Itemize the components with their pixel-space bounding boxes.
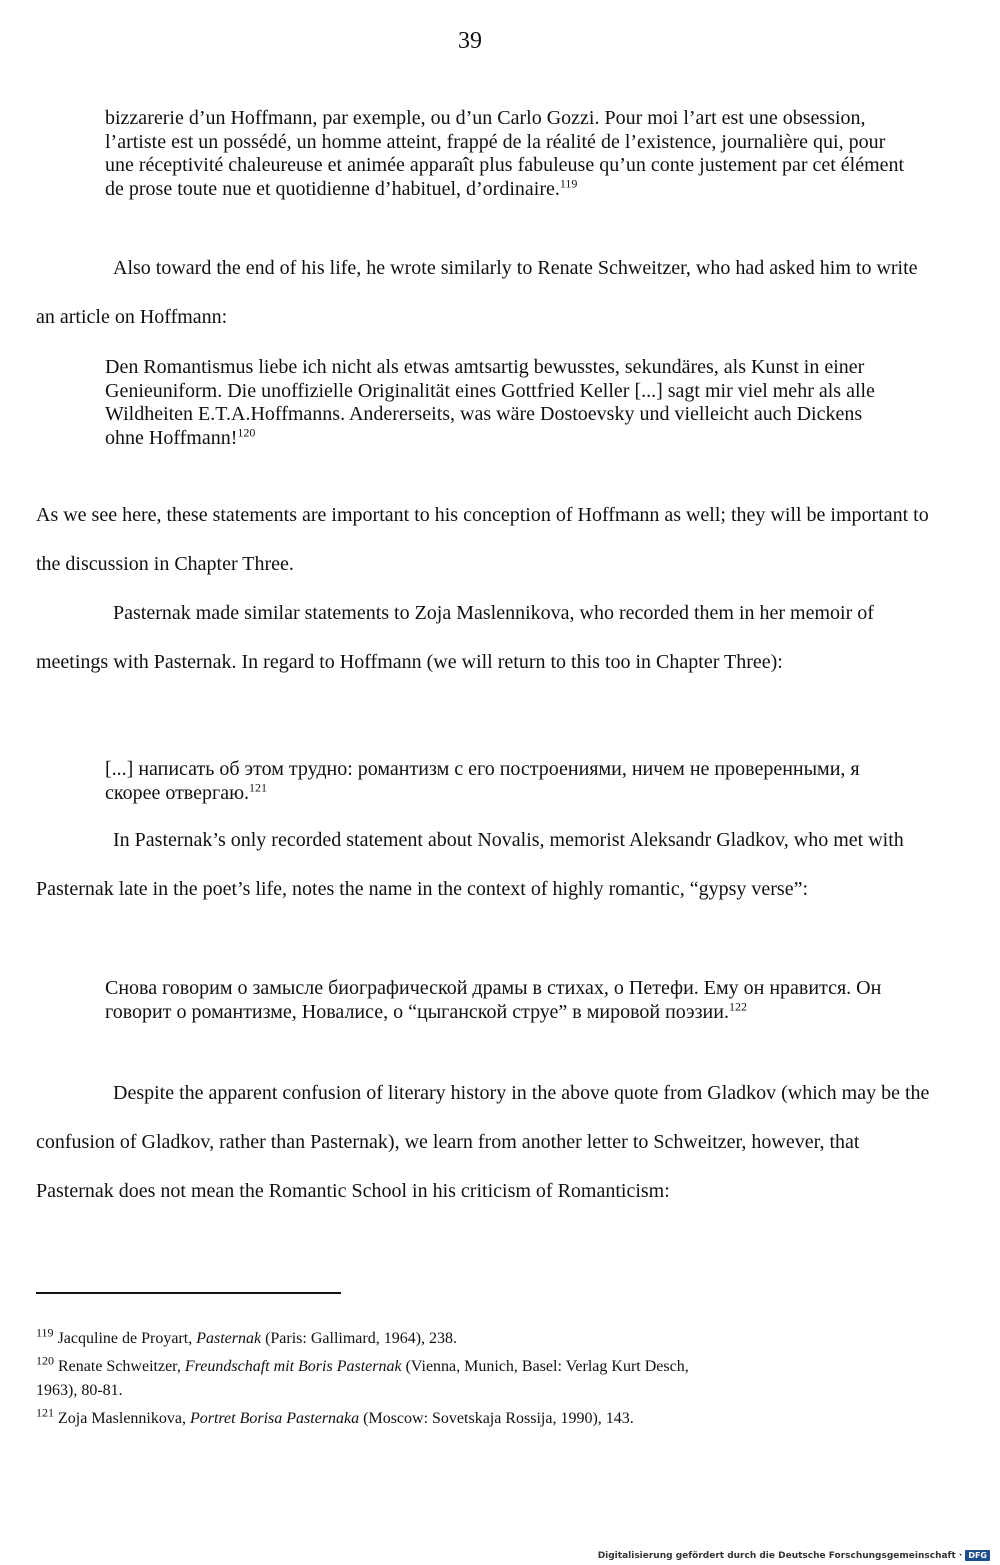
footnote-number: 119 [36,1325,54,1340]
footnote-120-continued [36,1380,936,1401]
block-quote-german [105,356,905,450]
block-quote-russian-2 [105,977,905,1024]
footnote-author: Renate Schweitzer, [58,1358,185,1375]
footnote-ref[interactable]: 120 [237,424,256,439]
block-quote-russian-1 [105,758,905,805]
footnote-number: 121 [36,1405,54,1420]
footnote-121 [36,1405,936,1429]
quote-text: [...] написать об этом трудно: романтизм с его построениями, ничем не проверенными, я скорее отвергаю. [105,758,860,804]
footnote-title: Pasternak [196,1330,262,1347]
page-number: 39 [458,28,482,54]
footnote-publication: (Paris: Gallimard, 1964), 238. [261,1330,458,1347]
paragraph-gladkov: Despite the apparent confusion of literary history in the above quote from Gladkov (which may be the confusion of Gladkov, rather than Pasternak), we learn from another letter to Schweitzer, however, that Pasternak does not mean the Romantic School in his criticism of Romanticism: [36,1082,930,1202]
footnote-ref[interactable]: 122 [728,998,747,1013]
block-quote-french [105,107,905,201]
footnote-ref[interactable]: 119 [559,175,578,190]
footnote-author: Zoja Maslennikova, [58,1410,190,1427]
paragraph-maslennikova: Pasternak made similar statements to Zoja Maslennikova, who recorded them in her memoir of meetings with Pasternak. In regard to Hoffmann (we will return to this too in Chapter Three): [36,602,874,673]
paragraph-schweitzer: Also toward the end of his life, he wrote similarly to Renate Schweitzer, who had asked him to write an article on Hoffmann: [36,257,918,328]
footnote-number: 120 [36,1353,54,1368]
footnote-publication-cont: 1963), 80-81. [36,1382,123,1399]
quote-text: Den Romantismus liebe ich nicht als etwas amtsartig bewusstes, sekundäres, als Kunst in einer Genieuniform. Die unoffizielle Originalität eines Gottfried Keller [...] sagt mir viel mehr als alle Wildheiten E.T.A.Hoffmanns. Andererseits, was wäre Dostoevsky und vielleicht auch Dickens ohne Hoffmann! [105,356,875,449]
footnote-publication: (Moscow: Sovetskaja Rossija, 1990), 143. [359,1410,634,1427]
footnote-ref[interactable]: 121 [249,779,268,794]
footnote-title: Freundschaft mit Boris Pasternak [184,1358,402,1375]
paragraph-novalis: In Pasternak’s only recorded statement about Novalis, memorist Aleksandr Gladkov, who met with Pasternak late in the poet’s life, notes the name in the context of highly romantic, “gypsy verse”: [36,829,904,900]
paragraph-conception: As we see here, these statements are important to his conception of Hoffmann as well; they will be important to the discussion in Chapter Three. [36,504,929,575]
footnote-120 [36,1353,936,1377]
quote-text: Снова говорим о замысле биографической драмы в стихах, о Петефи. Ему он нравится. Он говорит о романтизме, Новалисе, о “цыганской струе” в мировой поэзии. [105,977,882,1023]
footnote-119 [36,1325,936,1349]
footnote-title: Portret Borisa Pasternaka [189,1410,360,1427]
footnote-separator [36,1292,341,1294]
digitization-credit [598,1550,990,1561]
dfg-logo-icon: DFG [965,1550,990,1561]
footnote-author: Jacquline de Proyart, [57,1330,197,1347]
credit-text: Digitalisierung gefördert durch die Deutsche Forschungsgemeinschaft · [597,1550,963,1561]
quote-text: bizzarerie d’un Hoffmann, par exemple, ou d’un Carlo Gozzi. Pour moi l’art est une obsession, l’artiste est un possédé, un homme atteint, frappé de la réalité de l’existence, journalière qui, pour une réceptivité chaleureuse et animée apparaît plus fabuleuse qu’un conte justement par cet élément de prose toute nue et quotidienne d’habituel, d’ordinaire. [105,107,905,200]
footnote-publication: (Vienna, Munich, Basel: Verlag Kurt Desch, [401,1358,689,1375]
